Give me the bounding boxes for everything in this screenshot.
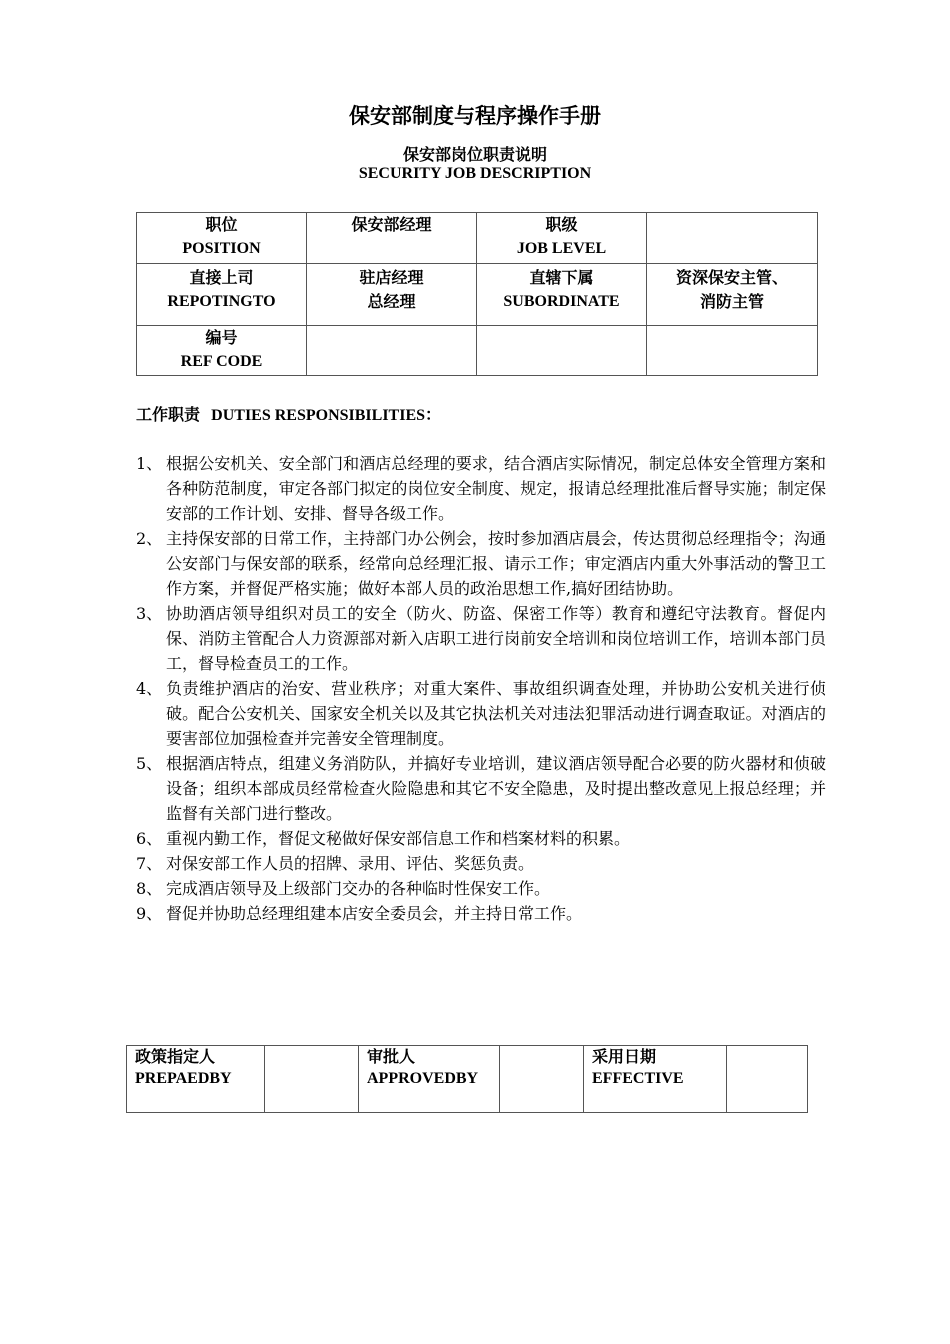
list-item: [136, 751, 826, 826]
effective-label-en: EFFECTIVE: [592, 1070, 684, 1087]
list-item: [136, 826, 826, 851]
ref-label-en: REF CODE: [180, 353, 263, 370]
list-item: [136, 601, 826, 676]
approved-value-cell: [500, 1046, 584, 1113]
item-number: 6、: [136, 829, 163, 848]
approved-label-cell: [359, 1046, 500, 1113]
info-row-report: [137, 264, 818, 326]
subtitle-english: SECURITY JOB DESCRIPTION: [358, 165, 592, 182]
level-value-cell: [647, 213, 818, 264]
subtitle-chinese: 保安部岗位职责说明: [402, 145, 547, 164]
list-item: [136, 526, 826, 601]
level-label-en: JOB LEVEL: [516, 240, 607, 257]
subordinate-label-cell: [477, 264, 647, 326]
item-number: 8、: [136, 879, 163, 898]
list-item: [136, 451, 826, 526]
duties-heading-cn: 工作职责: [136, 405, 201, 424]
approved-label-cn: 审批人: [367, 1047, 416, 1066]
item-text: 主持保安部的日常工作，主持部门办公例会，按时参加酒店晨会，传达贯彻总经理指令；沟通公安部门与保安部的联系，经常向总经理汇报、请示工作；审定酒店内重大外事活动的警卫工作方案，并督促严格实施；做好本部人员的政治思想工作,搞好团结协助。: [166, 529, 826, 598]
approved-label-en: APPROVEDBY: [367, 1070, 479, 1087]
ref-label-cn: 编号: [205, 328, 238, 347]
position-label-en: POSITION: [182, 240, 261, 257]
position-value-cell: [307, 213, 477, 264]
empty-cell: [477, 326, 647, 376]
effective-label-cell: [584, 1046, 727, 1113]
position-label-cell: [137, 213, 307, 264]
info-row-position: [137, 213, 818, 264]
item-text: 负责维护酒店的治安、营业秩序；对重大案件、事故组织调查处理，并协助公安机关进行侦破。配合公安机关、国家安全机关以及其它执法机关对违法犯罪活动进行调查取证。对酒店的要害部位加强检查并完善安全管理制度。: [166, 679, 826, 748]
subordinate-label-en: SUBORDINATE: [503, 293, 620, 310]
subordinate-value-1: 资深保安主管、: [675, 268, 788, 287]
item-number: 9、: [136, 904, 163, 923]
item-number: 1、: [136, 454, 163, 473]
effective-label-cn: 采用日期: [592, 1047, 657, 1066]
item-number: 4、: [136, 679, 163, 698]
prepared-label-cn: 政策指定人: [135, 1047, 216, 1066]
subordinate-label-cn: 直辖下属: [529, 268, 594, 287]
item-number: 3、: [136, 604, 163, 623]
item-text: 完成酒店领导及上级部门交办的各种临时性保安工作。: [166, 879, 551, 898]
empty-cell: [647, 326, 818, 376]
list-item: [136, 851, 826, 876]
signoff-table: [126, 1045, 808, 1113]
signoff-row: [127, 1046, 808, 1113]
prepared-label-en: PREPAEDBY: [135, 1070, 232, 1087]
ref-value-cell: [307, 326, 477, 376]
subordinate-value-cell: [647, 264, 818, 326]
item-text: 重视内勤工作，督促文秘做好保安部信息工作和档案材料的积累。: [166, 829, 631, 848]
report-value-2: 总经理: [367, 292, 416, 311]
duties-heading: [136, 402, 441, 425]
info-row-ref: [137, 326, 818, 376]
item-text: 根据公安机关、安全部门和酒店总经理的要求，结合酒店实际情况，制定总体安全管理方案和各种防范制度，审定各部门拟定的岗位安全制度、规定，报请总经理批准后督导实施；制定保安部的工作计划、安排、督导各级工作。: [166, 454, 826, 523]
report-label-cn: 直接上司: [189, 268, 254, 287]
item-text: 督促并协助总经理组建本店安全委员会，并主持日常工作。: [166, 904, 583, 923]
position-label-cn: 职位: [205, 215, 238, 234]
level-label-cn: 职级: [545, 215, 578, 234]
report-label-en: REPOTINGTO: [167, 293, 276, 310]
subordinate-value-2: 消防主管: [699, 292, 764, 311]
item-text: 对保安部工作人员的招牌、录用、评估、奖惩负责。: [166, 854, 535, 873]
duties-list: [136, 451, 826, 926]
report-label-cell: [137, 264, 307, 326]
level-label-cell: [477, 213, 647, 264]
item-text: 根据酒店特点，组建义务消防队，并搞好专业培训，建议酒店领导配合必要的防火器材和侦破设备；组织本部成员经常检查火险隐患和其它不安全隐患，及时提出整改意见上报总经理；并监督有关部门进行整改。: [166, 754, 826, 823]
job-info-table: [136, 212, 818, 376]
report-value-1: 驻店经理: [359, 268, 424, 287]
item-text: 协助酒店领导组织对员工的安全（防火、防盗、保密工作等）教育和遵纪守法教育。督促内保、消防主管配合人力资源部对新入店职工进行岗前安全培训和岗位培训工作，培训本部门员工，督导检查员工的工作。: [166, 604, 826, 673]
prepared-value-cell: [265, 1046, 359, 1113]
list-item: [136, 876, 826, 901]
list-item: [136, 901, 826, 926]
list-item: [136, 676, 826, 751]
item-number: 5、: [136, 754, 163, 773]
report-value-cell: [307, 264, 477, 326]
effective-value-cell: [727, 1046, 808, 1113]
duties-heading-en: DUTIES RESPONSIBILITIES：: [211, 407, 442, 424]
document-title: 保安部制度与程序操作手册: [349, 104, 601, 128]
ref-label-cell: [137, 326, 307, 376]
prepared-label-cell: [127, 1046, 265, 1113]
item-number: 2、: [136, 529, 163, 548]
item-number: 7、: [136, 854, 163, 873]
position-value: 保安部经理: [351, 215, 432, 234]
